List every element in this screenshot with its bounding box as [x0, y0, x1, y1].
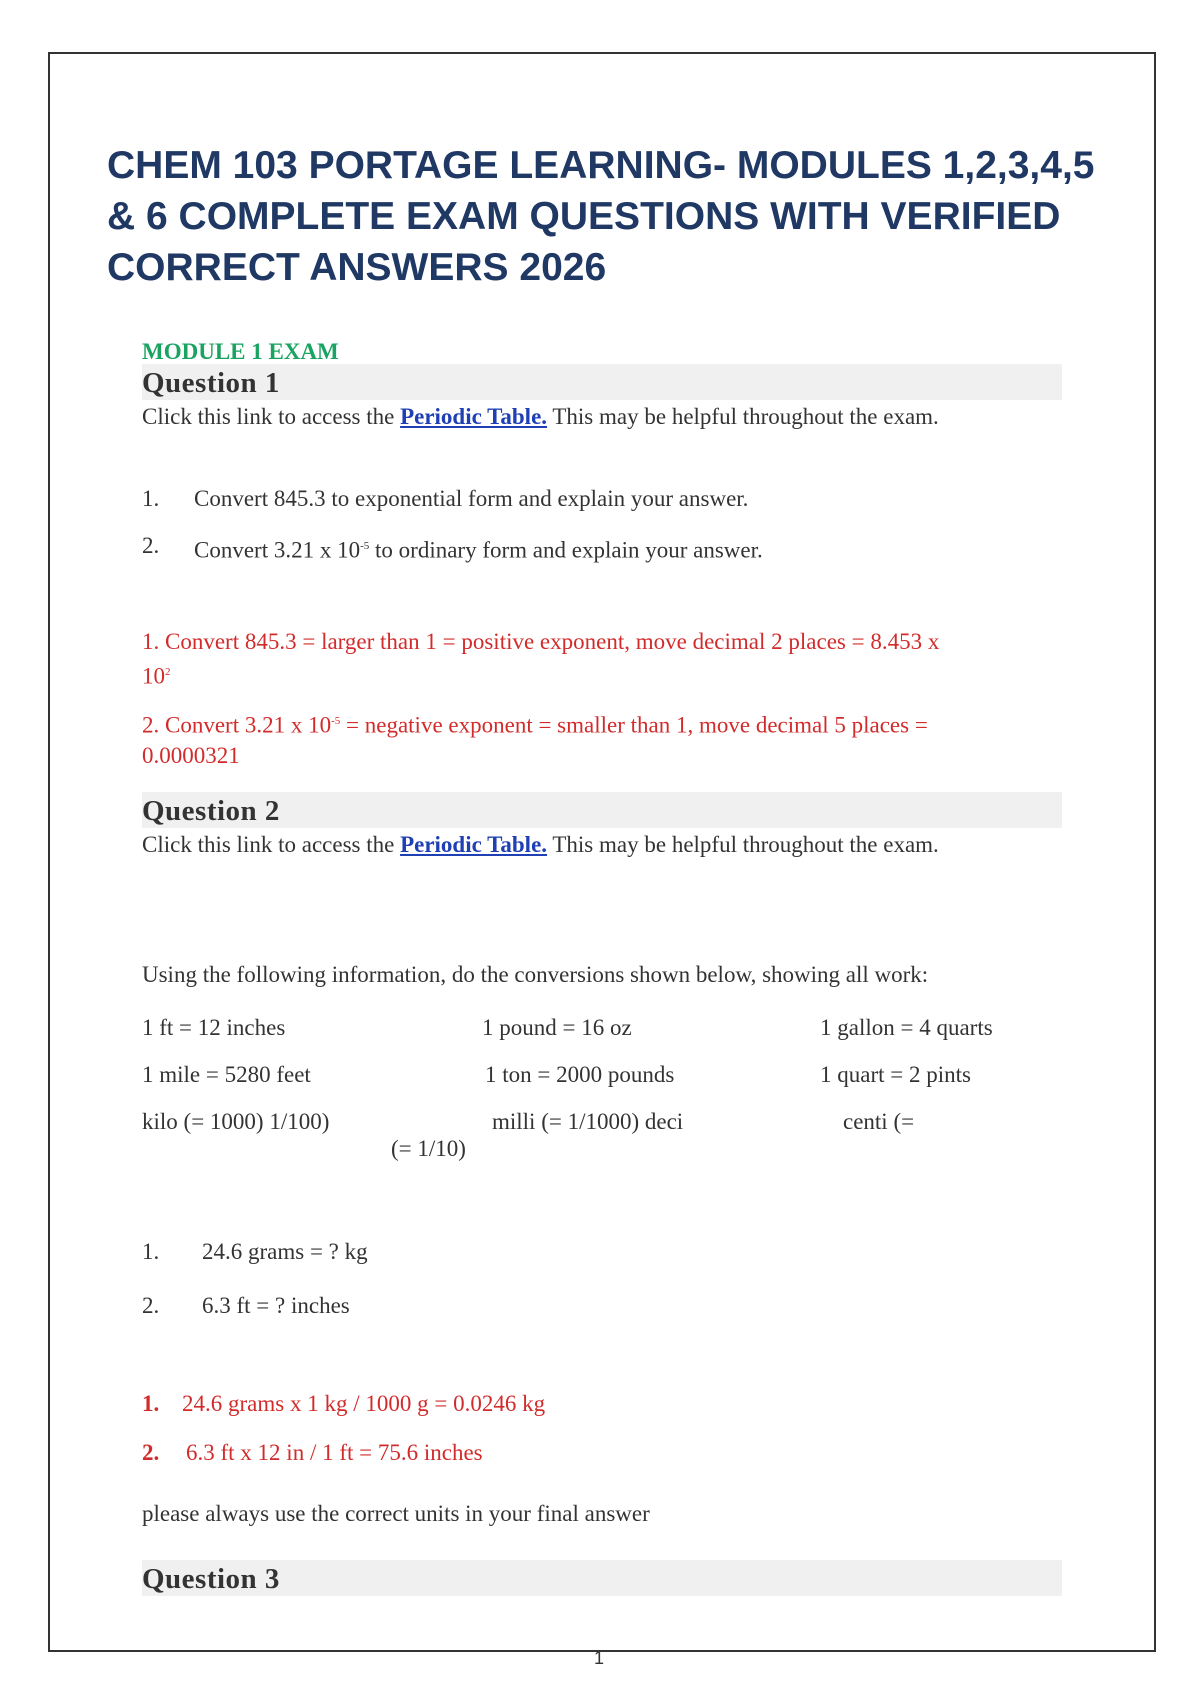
- list-item-number: 2.: [142, 1293, 160, 1318]
- answer-number: 2.: [142, 1440, 160, 1465]
- conversion-cell: 1 mile = 5280 feet: [142, 1062, 311, 1087]
- answer-2: [142, 706, 972, 771]
- units-note: please always use the correct units in your final answer: [142, 1501, 650, 1526]
- intro-before-text: Click this link to access the: [142, 832, 401, 857]
- answer-text: = negative exponent = smaller than 1, move decimal 5 places = 0.0000321: [142, 712, 928, 768]
- intro-before-text: Click this link to access the: [142, 404, 401, 429]
- answer-number: 1.: [142, 1391, 160, 1416]
- question-2-instructions: Using the following information, do the conversions shown below, showing all work:: [142, 962, 929, 987]
- conversion-cell: milli (= 1/1000) deci: [492, 1109, 684, 1134]
- exponent: -5: [360, 540, 370, 552]
- list-item-text: [194, 531, 763, 566]
- list-item-text: Convert 845.3 to exponential form and explain your answer.: [194, 486, 749, 511]
- list-item-number: 1.: [142, 486, 160, 511]
- conversion-cell: centi (=: [843, 1109, 915, 1134]
- document-title: CHEM 103 PORTAGE LEARNING- MODULES 1,2,3,4,5 & 6 COMPLETE EXAM QUESTIONS WITH VERIFIED CORRECT ANSWERS 2026: [107, 144, 1095, 289]
- text-part: to ordinary form and explain your answer.: [369, 537, 763, 563]
- intro-after-text: This may be helpful throughout the exam.: [547, 832, 939, 857]
- list-item-number: 1.: [142, 1239, 160, 1264]
- conversion-cell: 1 gallon = 4 quarts: [820, 1015, 993, 1040]
- question-2-title: Question 2: [142, 795, 280, 827]
- answer-1: [142, 627, 972, 692]
- conversion-cell: 1 ft = 12 inches: [142, 1015, 286, 1040]
- question-2-heading: [142, 792, 1062, 828]
- module-label: MODULE 1 EXAM: [142, 339, 339, 364]
- list-item-number: 2.: [142, 533, 160, 558]
- question-3-title: Question 3: [142, 1563, 280, 1595]
- question-1-title: Question 1: [142, 367, 280, 399]
- exponent: -5: [331, 715, 341, 727]
- conversion-cell: 1 quart = 2 pints: [820, 1062, 971, 1087]
- question-2-intro: [142, 830, 1022, 860]
- intro-after-text: This may be helpful throughout the exam.: [547, 404, 939, 429]
- question-1-intro: [142, 402, 1022, 432]
- conversion-cell: kilo (= 1000) 1/100): [142, 1109, 330, 1134]
- answer-text: 6.3 ft x 12 in / 1 ft = 75.6 inches: [186, 1440, 483, 1465]
- conversion-cell: (= 1/10): [391, 1136, 466, 1161]
- answer-text: 2. Convert 3.21 x 10: [142, 712, 332, 738]
- conversion-cell: 1 pound = 16 oz: [482, 1015, 632, 1040]
- periodic-table-link[interactable]: Periodic Table.: [400, 404, 548, 429]
- text-part: Convert 3.21 x 10: [194, 537, 361, 563]
- list-item-text: 6.3 ft = ? inches: [202, 1293, 350, 1318]
- question-1-heading: [142, 364, 1062, 400]
- page-number: 1: [594, 1648, 605, 1668]
- list-item-text: 24.6 grams = ? kg: [202, 1239, 368, 1264]
- periodic-table-link[interactable]: Periodic Table.: [400, 832, 548, 857]
- answer-text: 1. Convert 845.3 = larger than 1 = positive exponent, move decimal 2 places = 8.453 x 10: [142, 629, 940, 689]
- question-3-heading: [142, 1560, 1062, 1596]
- answer-text: 24.6 grams x 1 kg / 1000 g = 0.0246 kg: [182, 1391, 546, 1416]
- exponent: 2: [165, 666, 171, 678]
- conversion-cell: 1 ton = 2000 pounds: [485, 1062, 675, 1087]
